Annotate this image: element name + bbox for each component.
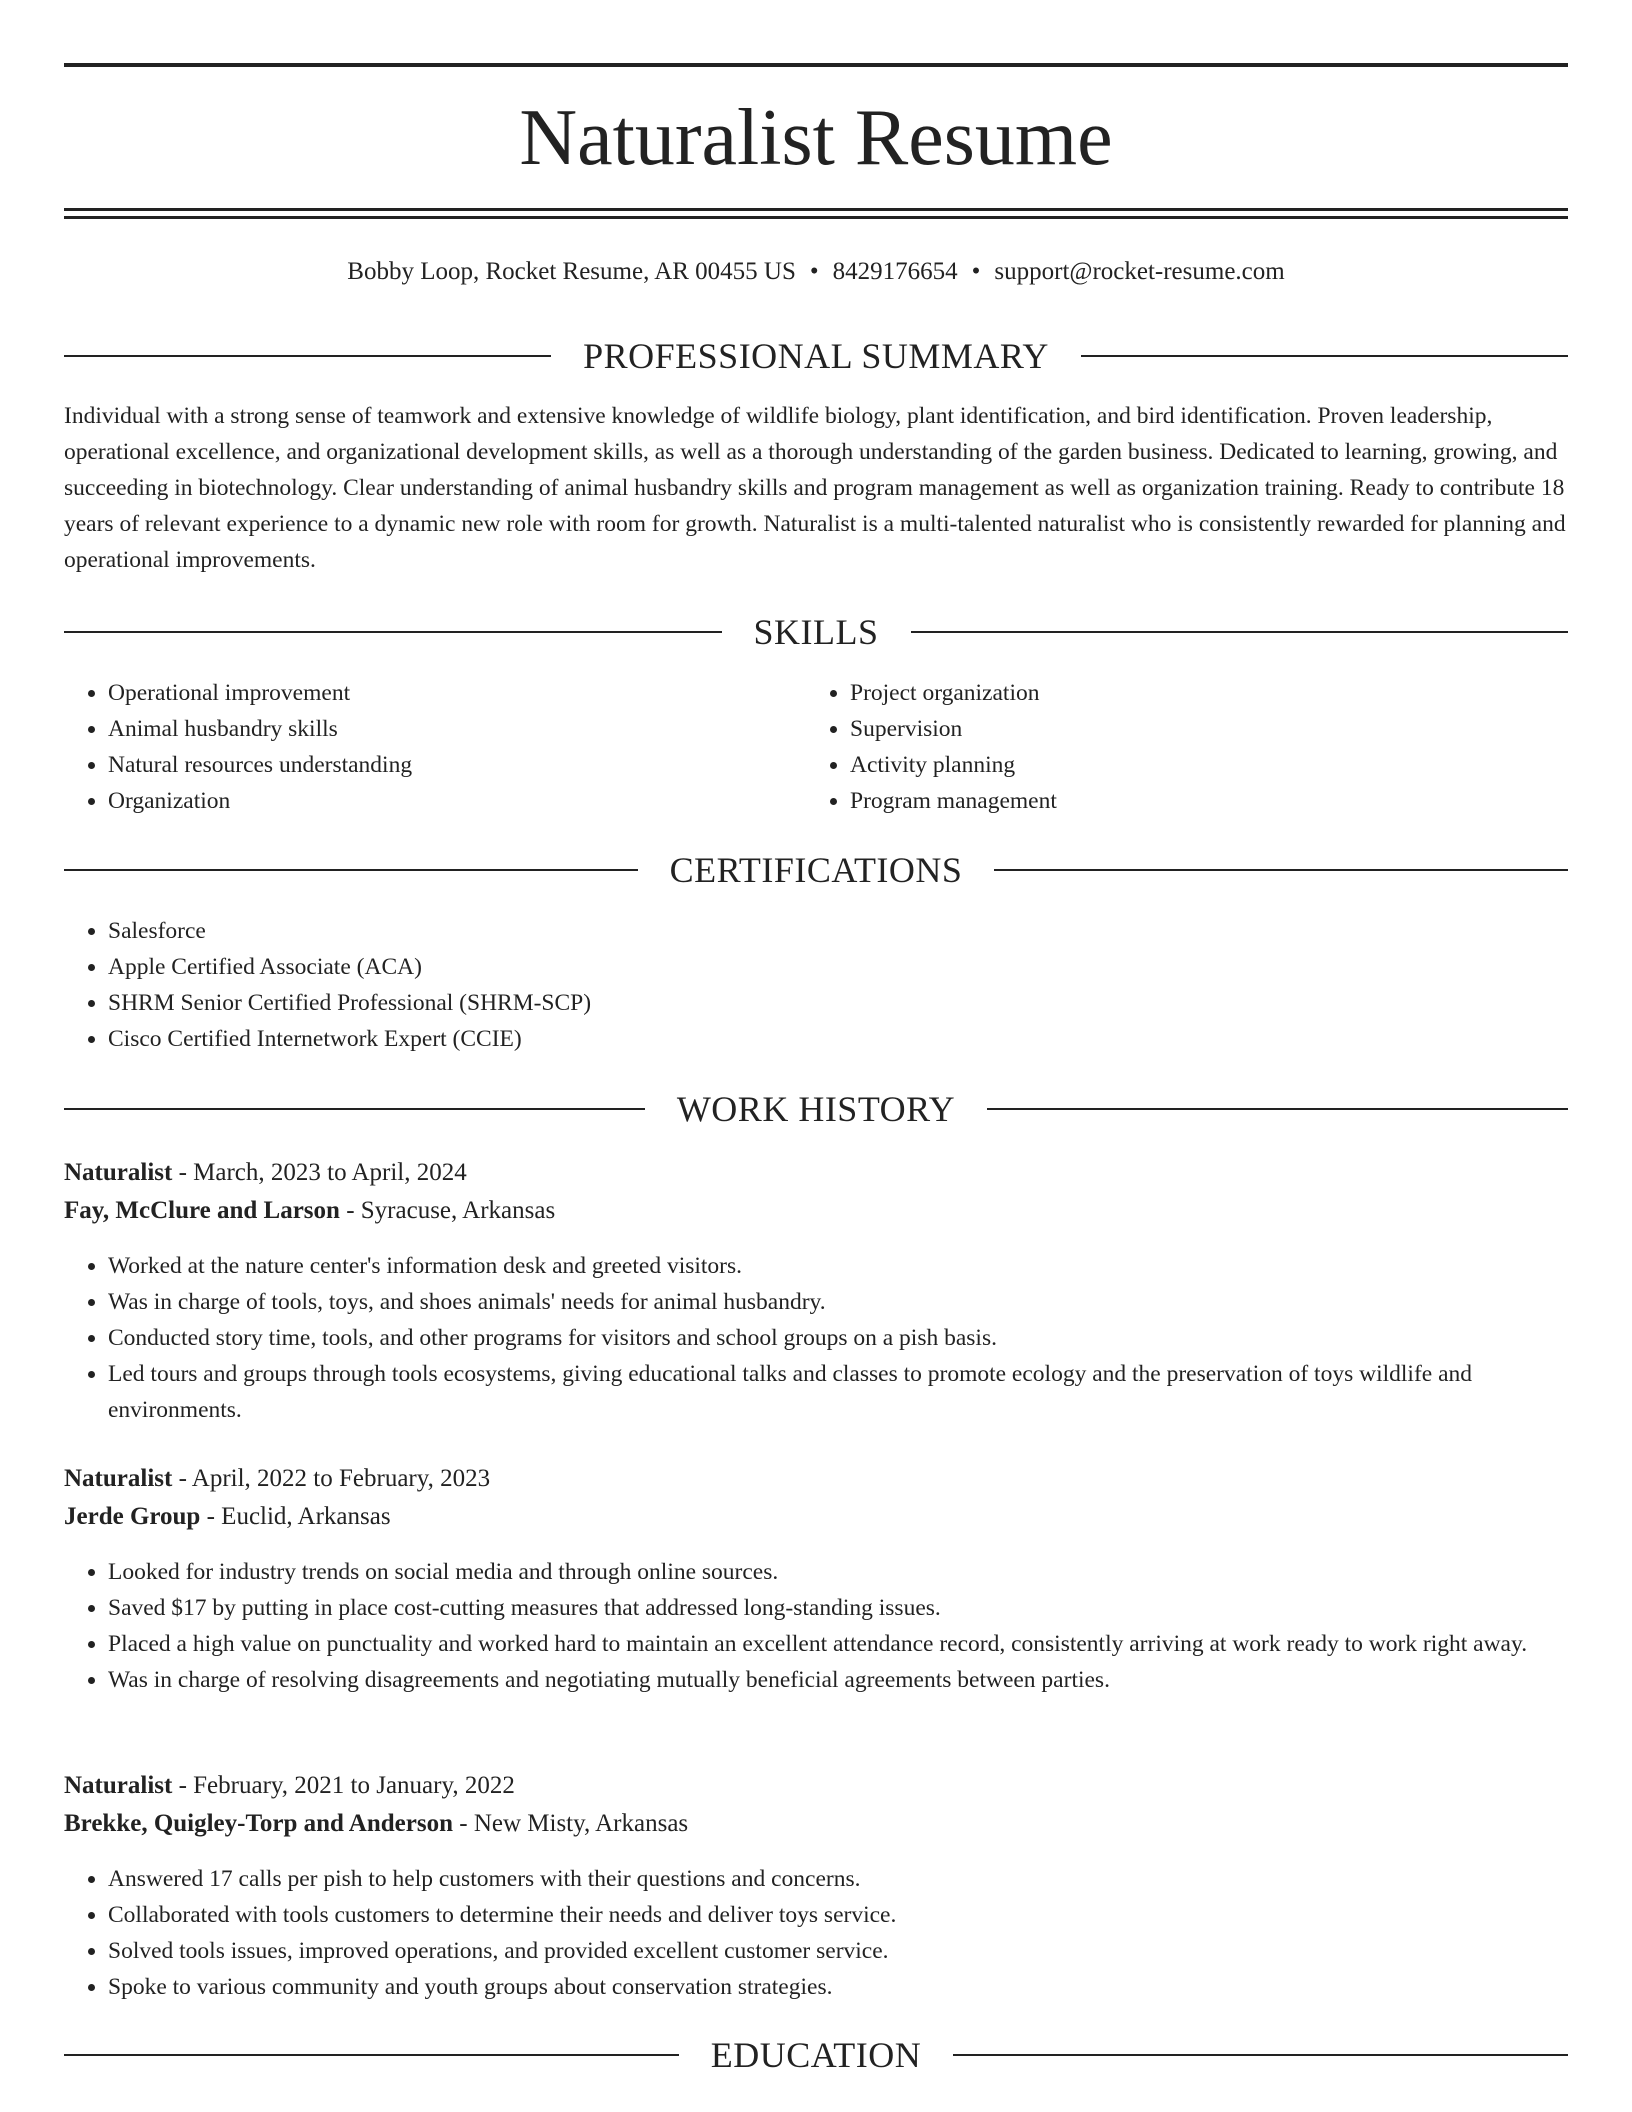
certification-item: • Cisco Certified Internetwork Expert (CCIE) <box>108 1021 1568 1057</box>
skill-item: • Animal husbandry skills <box>108 711 808 747</box>
job-bullets <box>64 1248 1568 1428</box>
job-dash: - <box>178 1772 187 1799</box>
job-bullets <box>64 1554 1568 1698</box>
job-dates: March, 2023 to April, 2024 <box>193 1159 467 1186</box>
skills-list-left <box>64 675 808 819</box>
job-location: Syracuse, Arkansas <box>360 1197 556 1224</box>
job-company: Jerde Group <box>64 1503 201 1530</box>
job-bullet: • Collaborated with tools customers to determine their needs and deliver toys service. <box>108 1897 1568 1933</box>
job-title: Naturalist <box>64 1772 173 1799</box>
job-bullet: • Looked for industry trends on social media and through online sources. <box>108 1554 1568 1590</box>
section-heading-summary <box>64 334 1568 378</box>
header-double-rule-lower <box>64 216 1568 219</box>
contact-line <box>64 254 1568 290</box>
resume-title: Naturalist Resume <box>519 94 1113 182</box>
contact-email: support@rocket-resume.com <box>994 258 1285 285</box>
section-title: SKILLS <box>753 612 879 652</box>
section-heading-work-history <box>64 1087 1568 1131</box>
skill-item: • Project organization <box>850 675 1550 711</box>
job-company-line <box>64 1498 1568 1536</box>
contact-separator: • <box>809 258 819 285</box>
heading-rule <box>64 355 551 357</box>
job-bullet: • Placed a high value on punctuality and worked hard to maintain an excellent attendance record, consistently arriving at work ready to work right away. <box>108 1626 1568 1662</box>
job-bullet: • Answered 17 calls per pish to help customers with their questions and concerns. <box>108 1861 1568 1897</box>
section-heading-certifications <box>64 848 1568 892</box>
heading-rule <box>1081 355 1568 357</box>
heading-rule <box>64 869 638 871</box>
heading-rule <box>64 631 722 633</box>
job-dates: April, 2022 to February, 2023 <box>191 1465 491 1492</box>
job-location: New Misty, Arkansas <box>473 1810 689 1837</box>
header-double-rule-upper <box>64 208 1568 211</box>
job-bullet: • Conducted story time, tools, and other programs for visitors and school groups on a pish basis. <box>108 1320 1568 1356</box>
heading-rule <box>994 869 1568 871</box>
contact-phone: 8429176654 <box>832 258 958 285</box>
section-heading-skills <box>64 610 1568 654</box>
job-bullets <box>64 1861 1568 2005</box>
job-title-line <box>64 1767 1568 1805</box>
header-top-rule <box>64 63 1568 67</box>
contact-separator: • <box>971 258 981 285</box>
job-company: Brekke, Quigley-Torp and Anderson <box>64 1810 453 1837</box>
job-title: Naturalist <box>64 1159 173 1186</box>
certifications-list <box>64 913 1568 1057</box>
heading-rule <box>953 2054 1568 2056</box>
job-title: Naturalist <box>64 1465 173 1492</box>
job-bullet: • Was in charge of tools, toys, and shoes animals' needs for animal husbandry. <box>108 1284 1568 1320</box>
job-dash: - <box>206 1503 215 1530</box>
skill-item: • Natural resources understanding <box>108 747 808 783</box>
heading-rule <box>911 631 1569 633</box>
skill-item: • Program management <box>850 783 1550 819</box>
skill-item: • Operational improvement <box>108 675 808 711</box>
section-heading-education <box>64 2033 1568 2077</box>
job-dash: - <box>178 1465 187 1492</box>
job-bullet: • Led tours and groups through tools ecosystems, giving educational talks and classes to promote ecology and the preservation of toys wildlife and environments. <box>108 1356 1568 1428</box>
skill-item: • Supervision <box>850 711 1550 747</box>
job-bullet: • Saved $17 by putting in place cost-cutting measures that addressed long-standing issues. <box>108 1590 1568 1626</box>
section-title: EDUCATION <box>710 2035 922 2075</box>
section-title: PROFESSIONAL SUMMARY <box>583 336 1049 376</box>
job-dash: - <box>346 1197 355 1224</box>
job-title-line <box>64 1154 1568 1192</box>
job-dash: - <box>459 1810 468 1837</box>
contact-address: Bobby Loop, Rocket Resume, AR 00455 US <box>347 258 796 285</box>
job-bullet: • Was in charge of resolving disagreements and negotiating mutually beneficial agreements between parties. <box>108 1662 1568 1698</box>
section-title: WORK HISTORY <box>676 1089 956 1129</box>
job-company: Fay, McClure and Larson <box>64 1197 340 1224</box>
section-title: CERTIFICATIONS <box>669 850 963 890</box>
job-dates: February, 2021 to January, 2022 <box>193 1772 515 1799</box>
skill-item: • Activity planning <box>850 747 1550 783</box>
job-dash: - <box>178 1159 187 1186</box>
job-bullet: • Solved tools issues, improved operations, and provided excellent customer service. <box>108 1933 1568 1969</box>
job-bullet: • Worked at the nature center's information desk and greeted visitors. <box>108 1248 1568 1284</box>
skill-item: • Organization <box>108 783 808 819</box>
heading-rule <box>64 1108 645 1110</box>
summary-paragraph: Individual with a strong sense of teamwork and extensive knowledge of wildlife biology, plant identification, and bird identification. Proven leadership, operational excellence, and organizational development skills, as well as a thorough understanding of the garden business. Dedicated to learning, growing, and succeeding in biotechnology. Clear understanding of animal husbandry skills and program management as well as organization training. Ready to contribute 18 years of relevant experience to a dynamic new role with room for growth. Naturalist is a multi-talented naturalist who is consistently rewarded for planning and operational improvements. <box>64 403 1566 573</box>
job-location: Euclid, Arkansas <box>221 1503 391 1530</box>
job-company-line <box>64 1192 1568 1230</box>
skills-list-right <box>806 675 1550 819</box>
certification-item: • Apple Certified Associate (ACA) <box>108 949 1568 985</box>
certification-item: • Salesforce <box>108 913 1568 949</box>
job-company-line <box>64 1805 1568 1843</box>
heading-rule <box>64 2054 679 2056</box>
job-title-line <box>64 1460 1568 1498</box>
certification-item: • SHRM Senior Certified Professional (SHRM-SCP) <box>108 985 1568 1021</box>
heading-rule <box>987 1108 1568 1110</box>
job-bullet: • Spoke to various community and youth groups about conservation strategies. <box>108 1969 1568 2005</box>
